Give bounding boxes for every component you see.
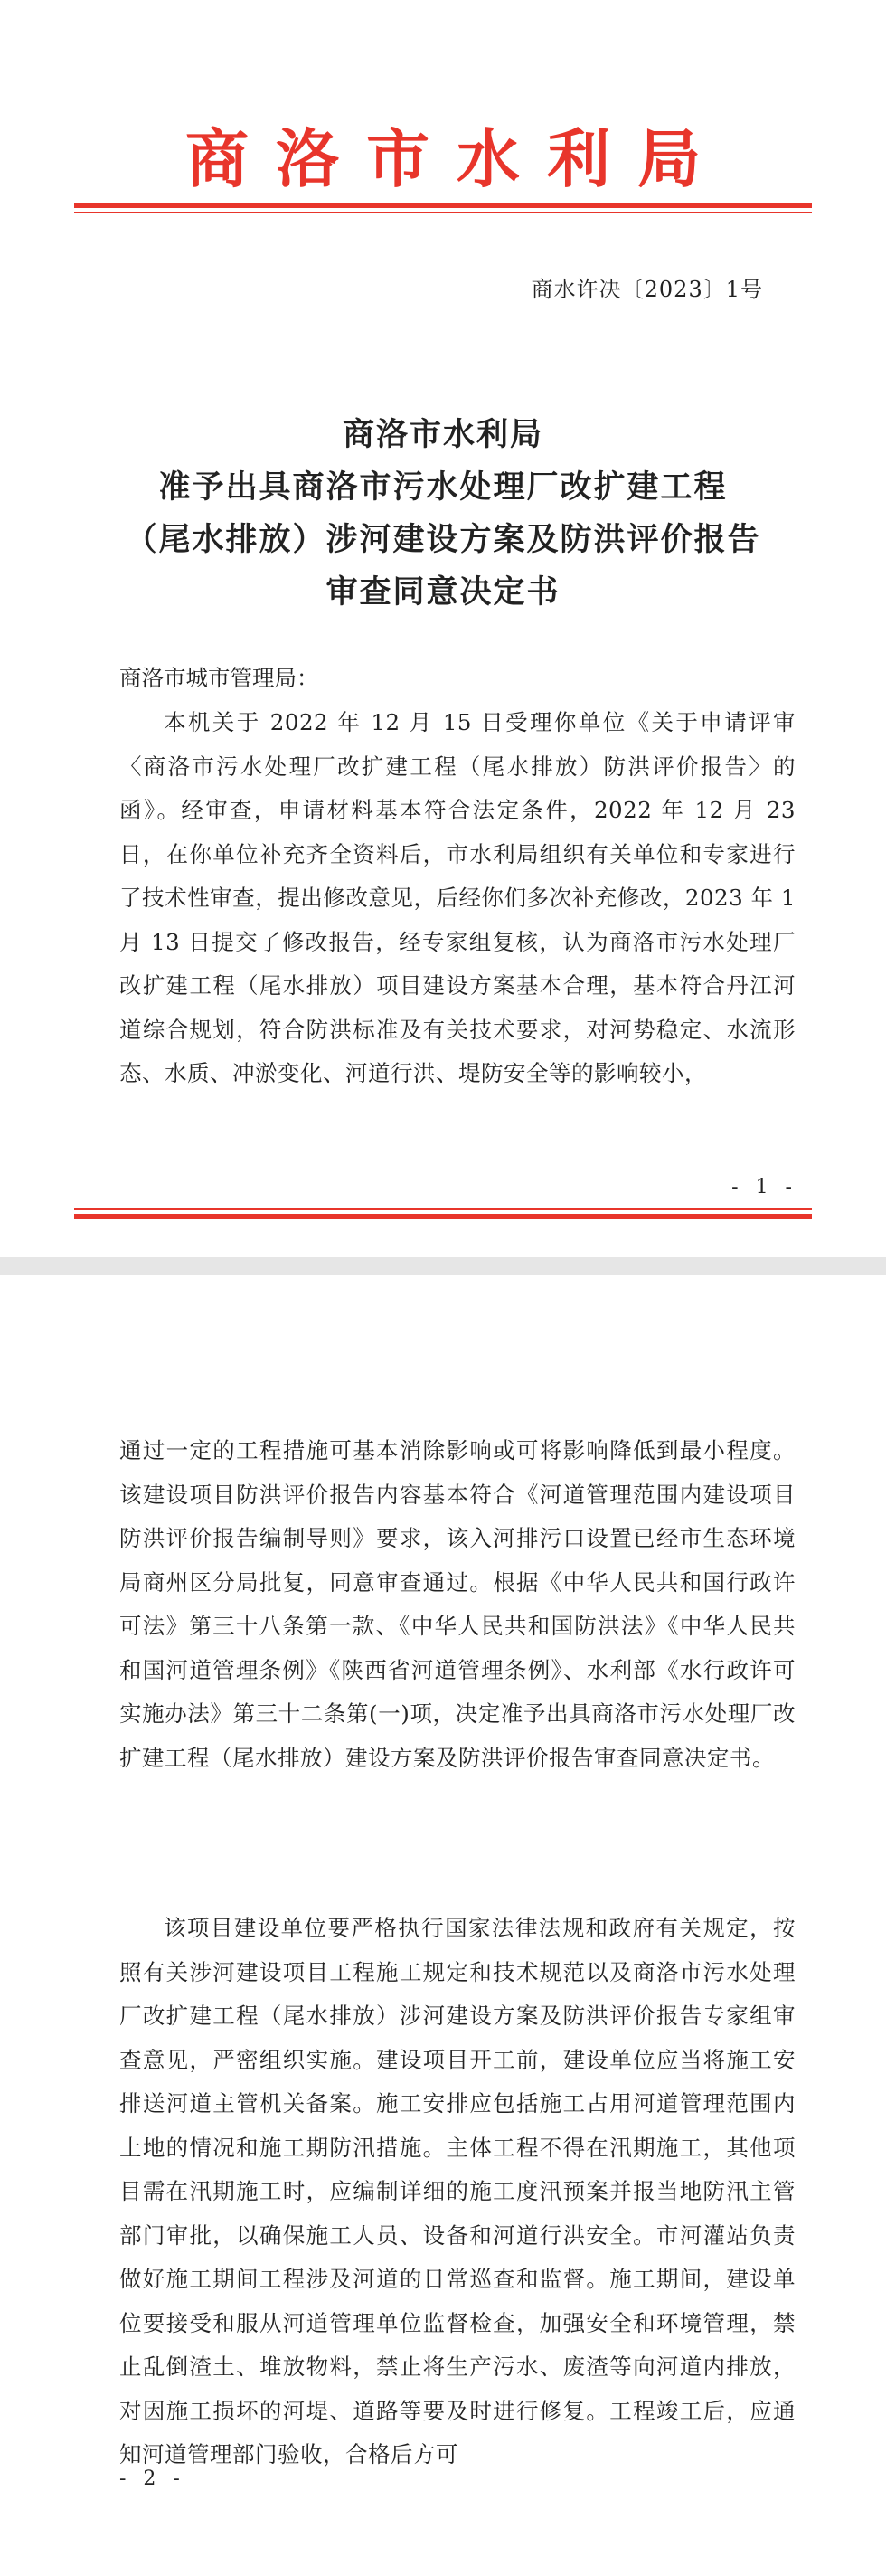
- header-rule-thin: [74, 212, 812, 213]
- issuer-header: 商洛市水利局: [185, 121, 728, 196]
- title-line: 准予出具商洛市污水处理厂改扩建工程: [158, 469, 728, 506]
- header-rule-thick: [74, 203, 812, 208]
- document-page-2: [0, 1275, 886, 2576]
- title-line: （尾水排放）涉河建设方案及防洪评价报告: [125, 521, 761, 558]
- footer-rule-thin: [74, 1208, 812, 1210]
- document-number: 商水许决〔2023〕1号: [531, 277, 763, 302]
- salutation: 商洛市城市管理局：: [119, 665, 319, 691]
- document-title: [0, 409, 886, 619]
- body-paragraph: 该项目建设单位要严格执行国家法律法规和政府有关规定，按照有关涉河建设项目工程施工规定和技术规范以及商洛市污水处理厂改扩建工程（尾水排放）涉河建设方案及防洪评价报告专家组审查意见，严密组织实施。建设项目开工前，建设单位应当将施工安排送河道主管机关备案。施工安排应包括施工占用河道管理范围内土地的情况和施工期防汛措施。主体工程不得在汛期施工，其他项目需在汛期施工时，应编制详细的施工度汛预案并报当地防汛主管部门审批，以确保施工人员、设备和河道行洪安全。市河灌站负责做好施工期间工程涉及河道的日常巡查和监督。施工期间，建设单位要接受和服从河道管理单位监督检查，加强安全和环境管理，禁止乱倒渣土、堆放物料，禁止将生产污水、废渣等向河道内排放，对因施工损坏的河堤、道路等要及时进行修复。工程竣工后，应通知河道管理部门验收，合格后方可: [119, 1915, 796, 2467]
- title-line: 审查同意决定书: [325, 573, 561, 611]
- page-number: - 1 -: [731, 1176, 797, 1198]
- page-number: - 2 -: [119, 2467, 185, 2490]
- title-line: 商洛市水利局: [342, 416, 543, 453]
- footer-rule-thick: [74, 1214, 812, 1219]
- body-paragraph: 本机关于 2022 年 12 月 15 日受理你单位《关于申请评审〈商洛市污水处理厂改扩建工程（尾水排放）防洪评价报告〉的函》。经审查，申请材料基本符合法定条件，2022 年 12 月 23 日，在你单位补充齐全资料后，市水利局组织有关单位和专家进行了技术性审查，提出修改意见，后经你们多次补充修改，2023 年 1 月 13 日提交了修改报告，经专家组复核，认为商洛市污水处理厂改扩建工程（尾水排放）项目建设方案基本合理，基本符合丹江河道综合规划，符合防洪标准及有关技术要求，对河势稳定、水流形态、水质、冲淤变化、河道行洪、堤防安全等的影响较小，: [119, 709, 796, 1086]
- document-page-1: [0, 0, 886, 1257]
- body-paragraph: 通过一定的工程措施可基本消除影响或可将影响降低到最小程度。该建设项目防洪评价报告内容基本符合《河道管理范围内建设项目防洪评价报告编制导则》要求，该入河排污口设置已经市生态环境局商州区分局批复，同意审查通过。根据《中华人民共和国行政许可法》第三十八条第一款、《中华人民共和国防洪法》《中华人民共和国河道管理条例》《陕西省河道管理条例》、水利部《水行政许可实施办法》第三十二条第(一)项，决定准予出具商洛市污水处理厂改扩建工程（尾水排放）建设方案及防洪评价报告审查同意决定书。: [119, 1437, 796, 1771]
